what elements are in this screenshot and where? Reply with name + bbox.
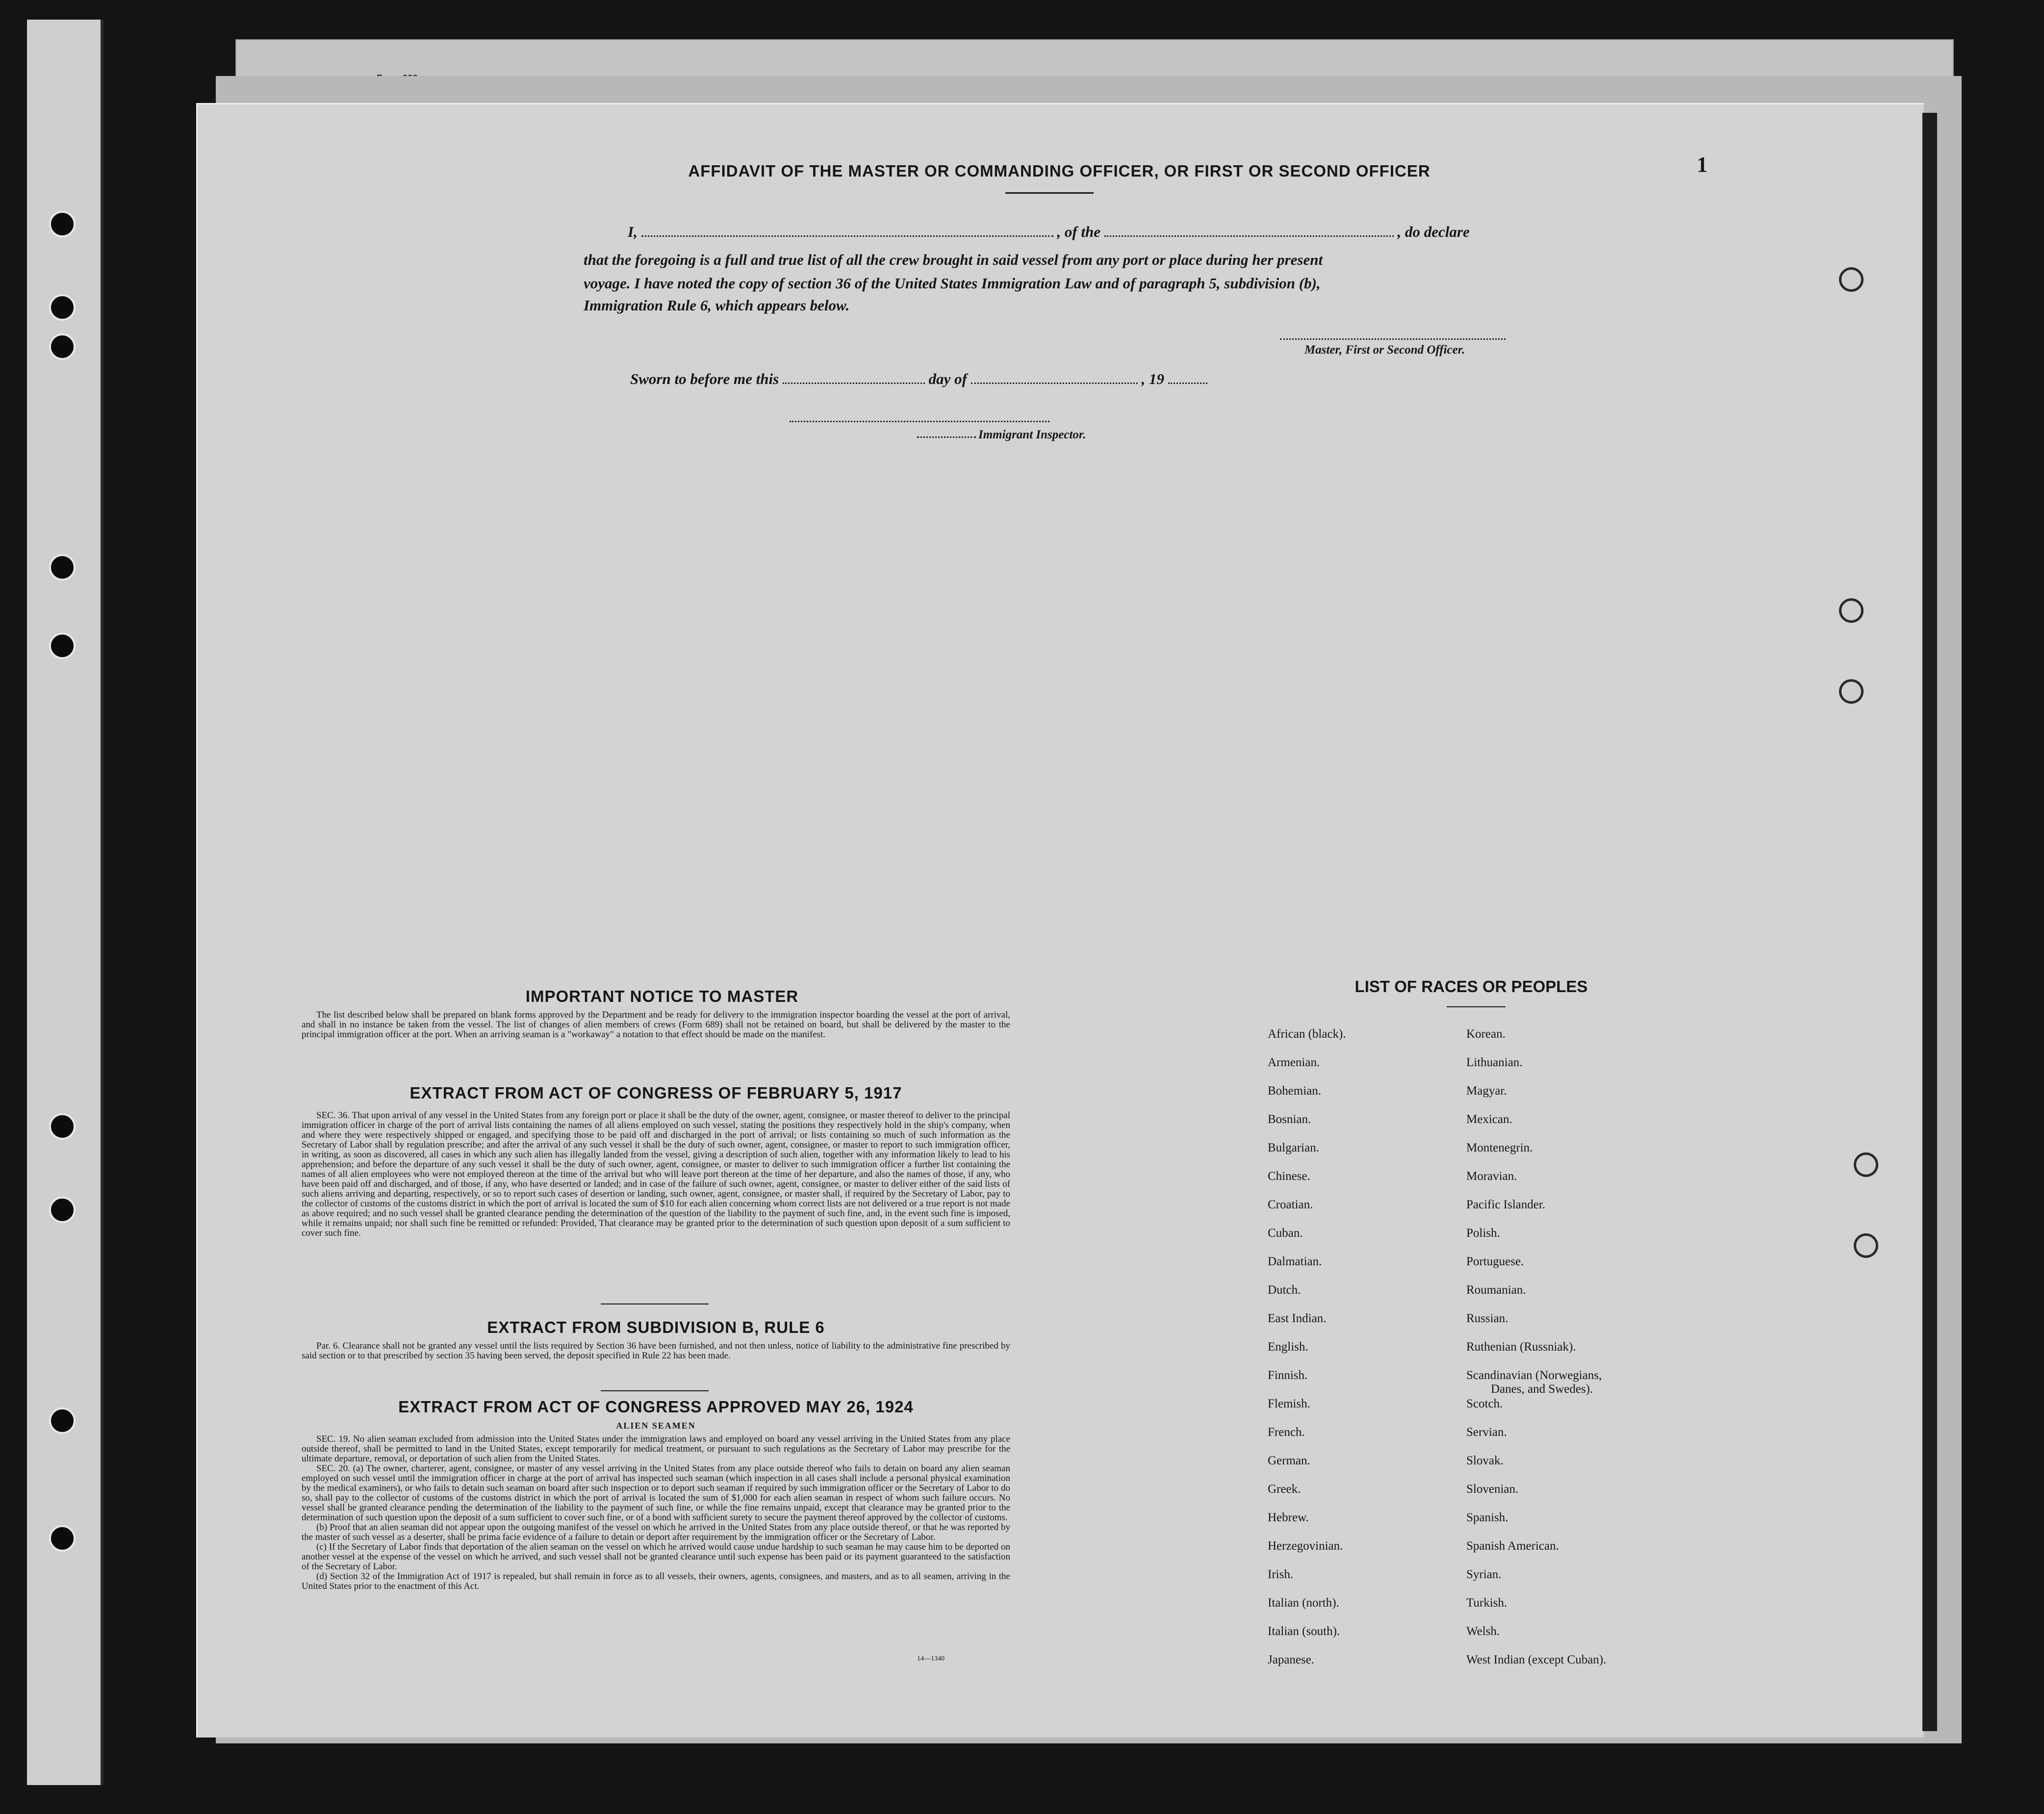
race-item: Lithuanian. [1466, 1056, 1523, 1069]
race-item: Japanese. [1268, 1653, 1315, 1666]
vessel-name-blank [1104, 226, 1394, 237]
punch-hole [1839, 679, 1864, 704]
race-item: Korean. [1466, 1027, 1506, 1041]
binder-hole [49, 1113, 76, 1140]
race-item: French. [1268, 1426, 1305, 1439]
race-item: Magyar. [1466, 1084, 1507, 1098]
alien-seamen-subtitle: ALIEN SEAMEN [616, 1421, 696, 1431]
race-item: Pacific Islander. [1466, 1198, 1546, 1211]
notice-text [302, 1010, 1010, 1040]
section-divider [601, 1390, 709, 1391]
binder-hole [49, 1525, 76, 1552]
binder-hole [49, 1197, 76, 1223]
master-name-blank [641, 226, 1053, 237]
race-item: Montenegrin. [1466, 1141, 1533, 1154]
sworn-year-blank [1168, 373, 1207, 384]
rule6-paragraph: Par. 6. Clearance shall not be granted any vessel until the lists required by Section 36 have been furnished, and not then unless, notice of liability to the administrative fine prescribed by said section or to that prescribed by section 35 having been served, the deposit specified in Rule 22 has been made. [302, 1341, 1010, 1361]
affidavit-title: AFFIDAVIT OF THE MASTER OR COMMANDING OFFICER, OR FIRST OR SECOND OFFICER [688, 162, 1431, 180]
sworn-day-blank [783, 373, 925, 384]
extract-1917-text [302, 1111, 1010, 1238]
affidavit-line-1 [628, 223, 1520, 241]
extract-1924-title: EXTRACT FROM ACT OF CONGRESS APPROVED MAY 26, 1924 [398, 1398, 914, 1416]
binder-hole [49, 211, 76, 237]
affidavit-line-4: Immigration Rule 6, which appears below. [584, 297, 850, 314]
sworn-line [630, 370, 1317, 388]
race-item: Italian (north). [1268, 1596, 1339, 1610]
affidavit-i: I, [628, 223, 638, 240]
race-item: Syrian. [1466, 1568, 1502, 1581]
inspector-label: Immigrant Inspector. [978, 428, 1086, 441]
race-item: Bosnian. [1268, 1113, 1311, 1126]
race-item: Bohemian. [1268, 1084, 1322, 1098]
races-title: LIST OF RACES OR PEOPLES [1354, 977, 1588, 996]
sworn-prefix: Sworn to before me this [630, 370, 779, 387]
punch-hole [1854, 1152, 1878, 1177]
right-edge-shadow [1922, 113, 1937, 1731]
race-item: Russian. [1466, 1312, 1508, 1325]
section-divider [601, 1303, 709, 1304]
race-item: Moravian. [1466, 1170, 1517, 1183]
race-item: Servian. [1466, 1426, 1507, 1439]
races-title-underline [1447, 1006, 1506, 1007]
binder-hole [49, 294, 76, 321]
binder-hole [49, 1407, 76, 1434]
race-item: Dutch. [1268, 1283, 1301, 1297]
race-item: African (black). [1268, 1027, 1346, 1041]
race-item: Flemish. [1268, 1397, 1310, 1410]
race-item: Scotch. [1466, 1397, 1503, 1410]
race-item: English. [1268, 1340, 1308, 1354]
inspector-blank-2 [917, 427, 976, 438]
race-item: Mexican. [1466, 1113, 1512, 1126]
sworn-month-blank [971, 373, 1138, 384]
sworn-year: , 19 [1141, 370, 1164, 387]
affidavit-line-3: voyage. I have noted the copy of section 36 of the United States Immigration Law and of paragraph 5, subdivision (b), [584, 275, 1321, 292]
page-mark: 1 [1697, 153, 1708, 177]
inspector-blank-1 [790, 411, 1049, 422]
race-item: Chinese. [1268, 1170, 1310, 1183]
race-item: Greek. [1268, 1482, 1301, 1496]
binder-hole [49, 333, 76, 360]
race-item: East Indian. [1268, 1312, 1327, 1325]
race-item: Italian (south). [1268, 1625, 1340, 1638]
race-item: Herzegovinian. [1268, 1539, 1343, 1553]
race-item: Turkish. [1466, 1596, 1507, 1610]
affidavit-of-the: , of the [1057, 223, 1101, 240]
race-item: Roumanian. [1466, 1283, 1526, 1297]
race-item: Polish. [1466, 1226, 1500, 1240]
binder-hole [49, 554, 76, 581]
sec20a-paragraph: SEC. 20. (a) The owner, charterer, agent, consignee, or master of any vessel arriving in the United States from any place outside thereof who fails to detain on board any alien seaman employed on such vessel until the immigration officer in charge at the port of arrival has inspected such seaman (which inspection in all cases shall include a personal physical examination by the medical examiners), or who fails to detain such seaman on board after such inspection or to deport such seaman if required by such immigration officer or the Secretary of Labor to do so, shall pay to the collector of customs of the customs district in which the port of arrival is located the sum of $1,000 for each alien seaman in respect of whom such failure occurs. No vessel shall be granted clearance pending the determination of the liability to the payment of such fine, or while the fine remains unpaid, except that clearance may be granted prior to the determination of such question upon the deposit of a sum sufficient to cover such fine, or of a bond with sufficient surety to secure the payment thereof approved by the collector of customs. [302, 1463, 1010, 1523]
extract-1924-text [302, 1434, 1010, 1591]
race-item: Cuban. [1268, 1226, 1303, 1240]
race-item: Slovak. [1466, 1454, 1504, 1467]
race-item: Spanish American. [1466, 1539, 1559, 1553]
race-item: Bulgarian. [1268, 1141, 1319, 1154]
punch-hole [1839, 598, 1864, 623]
race-item: Slovenian. [1466, 1482, 1519, 1496]
binder-strip [27, 20, 103, 1785]
race-item: Croatian. [1268, 1198, 1313, 1211]
sec19-paragraph: SEC. 19. No alien seaman excluded from admission into the United States under the immigration laws and employed on board any vessel arriving in the United States from any place outside thereof, shall be permitted to land in the United States, except temporarily for medical treatment, or pursuant to such regulations as the Secretary of Labor may prescribe for the ultimate departure, removal, or deportation of such alien from the United States. [302, 1434, 1010, 1464]
section-36-paragraph: SEC. 36. That upon arrival of any vessel in the United States from any foreign port or place it shall be the duty of the owner, agent, consignee, or master thereof to deliver to the principal immigration officer in charge of the port of arrival lists containing the names of all aliens employed on such vessel, stating the positions they respectively hold in the ship's company, when and where they were respectively shipped or engaged, and specifying those to be paid off and discharged in the port of arrival; or lists containing so much of such information as the Secretary of Labor shall by regulation prescribe; and after the arrival of any such vessel it shall be the duty of such owner, agent, consignee, or master to report to such immigration officer, in writing, as soon as discovered, all cases in which any such alien has illegally landed from the vessel, giving a description of such alien, together with any information likely to lead to his apprehension; and before the departure of any such vessel it shall be the duty of such owner, agent, consignee, or master to deliver to such immigration officer a further list containing the names of all alien employees who were not employed thereon at the time of the arrival but who will leave port thereon at the time of her departure, and also the names of those, if any, who have been paid off and discharged, and of those, if any, who have deserted or landed; and in case of the failure of such owner, agent, consignee, or master to deliver either of the said lists of such aliens arriving and departing, respectively, or so to report such cases of desertion or landing, such owner, agent, consignee, or master shall, if required by the Secretary of Labor, pay to the collector of customs of the customs district in which the port of arrival is located the sum of $10 for each alien concerning whom correct lists are not delivered or a true report is not made as above required; and no such vessel shall be granted clearance pending the determination of the question of the liability to the payment of such fine, and, in the event such fine is imposed, while it remains unpaid; nor shall such fine be remitted or refunded: Provided, That clearance may be granted prior to the determination of such question upon deposit of a sum sufficient to cover such fine. [302, 1110, 1010, 1238]
notice-title: IMPORTANT NOTICE TO MASTER [525, 987, 799, 1005]
sworn-day-of: day of [928, 370, 967, 387]
sec20b-paragraph: (b) Proof that an alien seaman did not appear upon the outgoing manifest of the vessel on which he arrived in the United States from any place outside thereof, or that he was reported by the master of such vessel as a deserter, shall be prima facie evidence of a failure to detain or deport after requirement by the immigration officer or the Secretary of Labor. [302, 1522, 1010, 1542]
race-item: West Indian (except Cuban). [1466, 1653, 1607, 1666]
sec20c-paragraph: (c) If the Secretary of Labor finds that deportation of the alien seaman on the vessel on which he arrived would cause undue hardship to such seaman he may cause him to be deported on another vessel at the expense of the vessel on which he arrived, and such vessel shall not be granted clearance until such expense has been paid or its payment guaranteed to the satisfaction of the Secretary of Labor. [302, 1542, 1010, 1572]
sec20d-paragraph: (d) Section 32 of the Immigration Act of 1917 is repealed, but shall remain in force as to all vessels, their owners, agents, consignees, and masters, and as to all seamen, arriving in the United States prior to the enactment of this Act. [302, 1571, 1010, 1591]
notice-paragraph: The list described below shall be prepared on blank forms approved by the Department and be ready for delivery to the immigration inspector boarding the vessel at the port of arrival, and shall in no instance be taken from the vessel. The list of changes of alien members of crews (Form 689) shall not be retained on board, but shall be delivered by the master to the principal immigration officer at the port. When an arriving seaman is a "workaway" a notation to that effect should be made on the manifest. [302, 1010, 1010, 1040]
race-item: Scandinavian (Norwegians, [1466, 1369, 1602, 1382]
race-item: Portuguese. [1466, 1255, 1524, 1268]
race-item: Hebrew. [1268, 1511, 1309, 1524]
affidavit-declare: , do declare [1397, 223, 1470, 240]
affidavit-line-2: that the foregoing is a full and true list of all the crew brought in said vessel from any port or place during her present [584, 251, 1323, 268]
race-item: Armenian. [1268, 1056, 1320, 1069]
race-item: Ruthenian (Russniak). [1466, 1340, 1576, 1354]
extract-rule6-text [302, 1341, 1010, 1361]
race-item: Irish. [1268, 1568, 1294, 1581]
race-item: Danes, and Swedes). [1491, 1382, 1593, 1396]
punch-hole [1854, 1233, 1878, 1258]
punch-hole [1839, 267, 1864, 292]
race-item: Dalmatian. [1268, 1255, 1322, 1268]
race-item: Finnish. [1268, 1369, 1308, 1382]
signature-label: Master, First or Second Officer. [1304, 343, 1465, 357]
print-code: 14—1340 [917, 1655, 945, 1662]
binder-hole [49, 633, 76, 659]
race-item: Spanish. [1466, 1511, 1508, 1524]
title-divider [1005, 192, 1094, 194]
extract-1917-title: EXTRACT FROM ACT OF CONGRESS OF FEBRUARY 5, 1917 [409, 1084, 902, 1102]
signature-blank [1280, 329, 1506, 340]
race-item: Welsh. [1466, 1625, 1500, 1638]
race-item: German. [1268, 1454, 1310, 1467]
extract-rule6-title: EXTRACT FROM SUBDIVISION B, RULE 6 [487, 1318, 825, 1336]
